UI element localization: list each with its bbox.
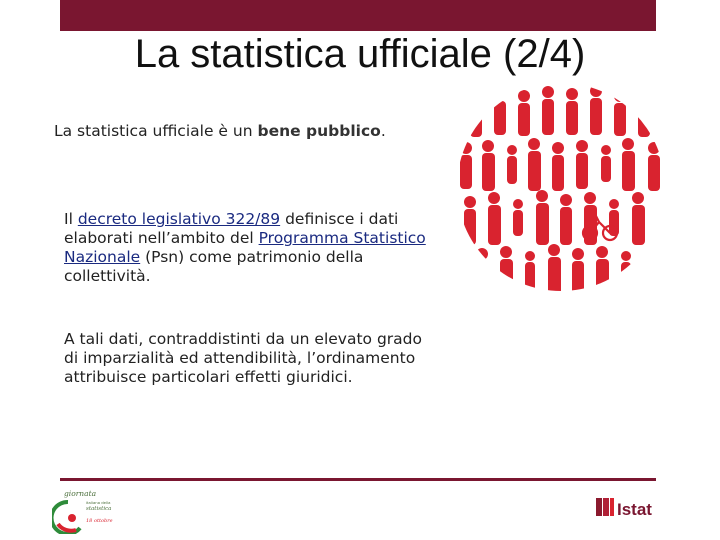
logo-left-line1: giornata (64, 489, 97, 498)
bottom-accent-line (60, 478, 656, 481)
intro-end: . (380, 122, 386, 140)
top-accent-bar (60, 0, 656, 31)
logo-left-line2: italiana della (86, 500, 111, 505)
intro-paragraph (54, 121, 386, 141)
paragraph-legal-effects: A tali dati, contraddistinti da un elevato grado di imparzialità ed attendibilità, l’ordinamento attribuisce particolari effetti giuridici. (64, 330, 422, 386)
paragraph-decree (64, 210, 434, 286)
people-circle-illustration (456, 76, 666, 298)
intro-bold: bene pubblico (257, 122, 381, 140)
logo-left-line4: 18 ottobre (86, 518, 113, 524)
p1-text-a: Il (64, 210, 78, 228)
programma-link[interactable]: Programma Statistico Nazionale (64, 229, 426, 266)
slide-title: La statistica ufficiale (2/4) (134, 32, 586, 76)
logo-left-line3: statistica (86, 506, 112, 512)
p1-text-c: (Psn) come patrimonio della collettività. (64, 248, 364, 285)
giornata-statistica-logo (52, 488, 122, 534)
p1-text-b: definisce i dati elaborati nell’ambito del (64, 210, 399, 247)
intro-text: La statistica ufficiale è un (54, 122, 253, 140)
istat-logo-text: Istat (617, 500, 652, 519)
decreto-link[interactable]: decreto legislativo 322/89 (77, 210, 281, 228)
istat-logo (596, 494, 658, 520)
